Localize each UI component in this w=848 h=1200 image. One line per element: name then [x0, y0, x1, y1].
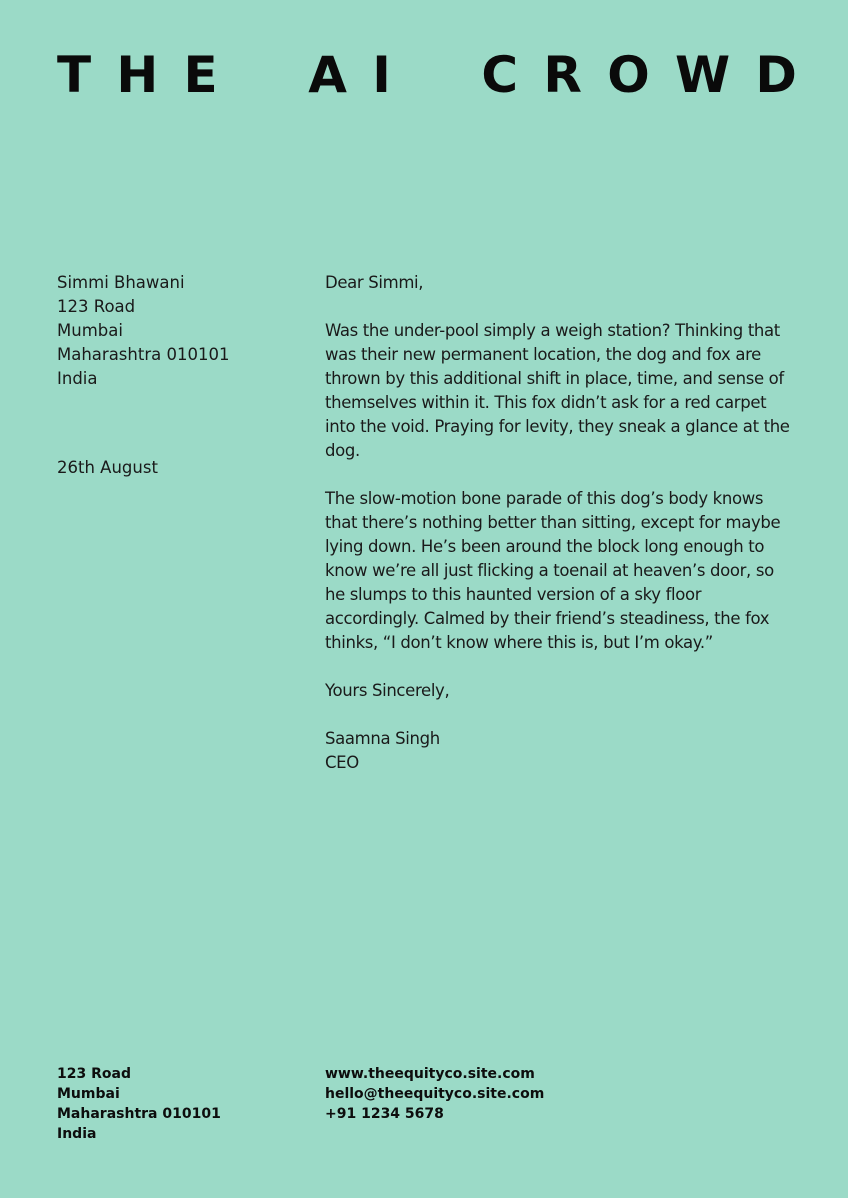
brand-letter: D	[755, 46, 797, 104]
salutation: Dear Simmi,	[325, 273, 424, 292]
letter-body	[325, 271, 795, 775]
closing: Yours Sincerely,	[325, 681, 450, 700]
letter-date: 26th August	[57, 458, 158, 477]
footer-address	[57, 1064, 221, 1144]
body-paragraph: Was the under-pool simply a weigh station? Thinking that was their new permanent location, the dog and fox are thrown by this additional shift in place, time, and sense of themselves within it. This fox didn’t ask for a red carpet into the void. Praying for levity, they sneak a glance at the dog.	[325, 321, 790, 460]
brand-letter: E	[183, 46, 218, 104]
brand-letter: O	[607, 46, 650, 104]
footer-street: 123 Road	[57, 1066, 131, 1082]
footer-email-link[interactable]: hello@theequityco.site.com	[325, 1086, 545, 1102]
footer-website-link[interactable]: www.theequityco.site.com	[325, 1066, 535, 1082]
brand-letter: H	[116, 46, 159, 104]
recipient-country: India	[57, 369, 98, 388]
brand-letter: T	[57, 46, 92, 104]
brand-letter: R	[543, 46, 582, 104]
brand-letter: I	[372, 46, 391, 104]
signer-name: Saamna Singh	[325, 729, 440, 748]
footer-contact	[325, 1064, 544, 1124]
brand-letter: A	[308, 46, 347, 104]
footer-city: Mumbai	[57, 1086, 120, 1102]
recipient-state: Maharashtra 010101	[57, 345, 230, 364]
recipient-address	[57, 271, 229, 391]
brand-letter: W	[674, 46, 731, 104]
footer-state: Maharashtra 010101	[57, 1106, 221, 1122]
body-paragraph: The slow-motion bone parade of this dog’s body knows that there’s nothing better than sitting, except for maybe lying down. He’s been around the block long enough to know we’re all just flicking a toenail at heaven’s door, so he slumps to this haunted version of a sky floor accordingly. Calmed by their friend’s steadiness, the fox thinks, “I don’t know where this is, but I’m okay.”	[325, 489, 781, 652]
recipient-city: Mumbai	[57, 321, 123, 340]
brand-space	[416, 46, 456, 104]
signer-title: CEO	[325, 753, 359, 772]
brand-space	[243, 46, 283, 104]
company-name-heading	[57, 46, 797, 104]
footer-phone: +91 1234 5678	[325, 1106, 444, 1122]
brand-letter: C	[481, 46, 519, 104]
signature-block	[325, 727, 795, 775]
footer-country: India	[57, 1126, 97, 1142]
recipient-name: Simmi Bhawani	[57, 273, 185, 292]
recipient-street: 123 Road	[57, 297, 136, 316]
